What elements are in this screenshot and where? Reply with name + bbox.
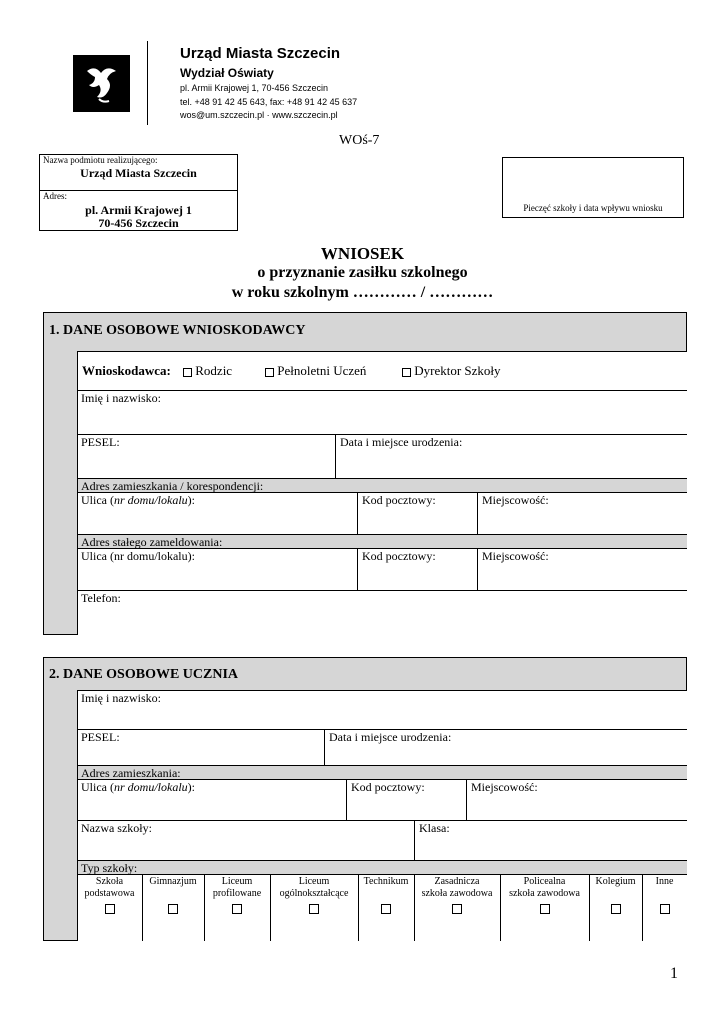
applicant-birth-field[interactable]: Data i miejsce urodzenia: xyxy=(340,435,463,449)
form-code: WOś-7 xyxy=(339,133,380,148)
applicant-phone-field[interactable]: Telefon: xyxy=(81,591,121,605)
student-zip-field[interactable]: Kod pocztowy: xyxy=(351,780,425,794)
applicant-zip-field[interactable]: Kod pocztowy: xyxy=(362,493,436,507)
school-type-checkbox[interactable] xyxy=(232,904,242,914)
school-type-label: Szkoła podstawowa xyxy=(84,876,135,899)
school-type-label: Zasadnicza szkoła zawodowa xyxy=(421,876,493,899)
form-title: WNIOSEK xyxy=(320,244,405,263)
option-adult-student[interactable]: Pełnoletni Uczeń xyxy=(265,363,366,379)
entity-address-label: Adres: xyxy=(43,191,67,201)
school-type-label: Technikum xyxy=(363,876,409,887)
student-pesel-field[interactable]: PESEL: xyxy=(81,730,120,744)
applicant-city-field[interactable]: Miejscowość: xyxy=(482,493,549,507)
permanent-address-label: Adres stałego zameldowania: xyxy=(81,535,223,549)
school-type-checkbox[interactable] xyxy=(540,904,550,914)
city-logo xyxy=(73,55,130,112)
school-type-label: Policealna szkoła zawodowa xyxy=(509,876,580,899)
student-city-field[interactable]: Miejscowość: xyxy=(471,780,538,794)
permanent-city-field[interactable]: Miejscowość: xyxy=(482,549,549,563)
permanent-zip-field[interactable]: Kod pocztowy: xyxy=(362,549,436,563)
form-subtitle: o przyznanie zasiłku szkolnego xyxy=(257,264,468,281)
residence-address-label: Adres zamieszkania / korespondencji: xyxy=(81,479,264,493)
entity-address-line1: pl. Armii Krajowej 1 xyxy=(85,203,192,217)
school-type-checkbox[interactable] xyxy=(611,904,621,914)
entity-name-label: Nazwa podmiotu realizującego: xyxy=(43,155,158,165)
griffin-icon xyxy=(73,55,130,112)
entity-name-value: Urząd Miasta Szczecin xyxy=(80,166,197,180)
applicant-street-field[interactable]: Ulica (nr domu/lokalu): xyxy=(81,493,195,507)
student-name-field[interactable]: Imię i nazwisko: xyxy=(81,691,161,705)
school-type-checkbox[interactable] xyxy=(381,904,391,914)
org-address: pl. Armii Krajowej 1, 70-456 Szczecin xyxy=(180,83,329,93)
school-type-checkbox[interactable] xyxy=(105,904,115,914)
stamp-label: Pieczęć szkoły i data wpływu wniosku xyxy=(523,203,663,213)
org-web: wos@um.szczecin.pl · www.szczecin.pl xyxy=(180,110,338,120)
checkbox-icon[interactable] xyxy=(265,368,274,377)
school-type-label: Gimnazjum xyxy=(149,876,197,887)
school-type-label: Liceum profilowane xyxy=(212,876,262,899)
checkbox-icon[interactable] xyxy=(402,368,411,377)
student-birth-field[interactable]: Data i miejsce urodzenia: xyxy=(329,730,452,744)
department-name: Wydział Oświaty xyxy=(180,66,274,80)
org-name: Urząd Miasta Szczecin xyxy=(180,45,341,62)
student-street-field[interactable]: Ulica (nr domu/lokalu): xyxy=(81,780,195,794)
school-type-checkbox[interactable] xyxy=(660,904,670,914)
section2-heading: 2. DANE OSOBOWE UCZNIA xyxy=(49,667,239,682)
school-type-label: Liceum ogólnokształcące xyxy=(279,876,349,899)
applicant-label: Wnioskodawca: xyxy=(82,363,171,378)
section1-heading: 1. DANE OSOBOWE WNIOSKODAWCY xyxy=(49,323,306,338)
header-divider xyxy=(147,41,148,125)
option-school-director[interactable]: Dyrektor Szkoły xyxy=(402,363,501,379)
school-year-line: w roku szkolnym ………… / ………… xyxy=(231,284,494,301)
class-field[interactable]: Klasa: xyxy=(419,821,450,835)
org-phone: tel. +48 91 42 45 643, fax: +48 91 42 45 637 xyxy=(180,97,358,107)
student-address-label: Adres zamieszkania: xyxy=(81,766,181,780)
applicant-pesel-field[interactable]: PESEL: xyxy=(81,435,120,449)
applicant-name-field[interactable]: Imię i nazwisko: xyxy=(81,391,161,405)
school-type-label: Kolegium xyxy=(595,876,636,887)
permanent-street-field[interactable]: Ulica (nr domu/lokalu): xyxy=(81,549,195,563)
option-parent[interactable]: Rodzic xyxy=(183,363,232,379)
school-type-label: Inne xyxy=(655,876,674,887)
checkbox-icon[interactable] xyxy=(183,368,192,377)
school-name-field[interactable]: Nazwa szkoły: xyxy=(81,821,152,835)
school-type-checkbox[interactable] xyxy=(168,904,178,914)
school-type-checkbox[interactable] xyxy=(452,904,462,914)
school-type-checkbox[interactable] xyxy=(309,904,319,914)
entity-address-line2: 70-456 Szczecin xyxy=(98,216,179,230)
page-number: 1 xyxy=(670,965,678,982)
school-type-label: Typ szkoły: xyxy=(81,861,138,875)
